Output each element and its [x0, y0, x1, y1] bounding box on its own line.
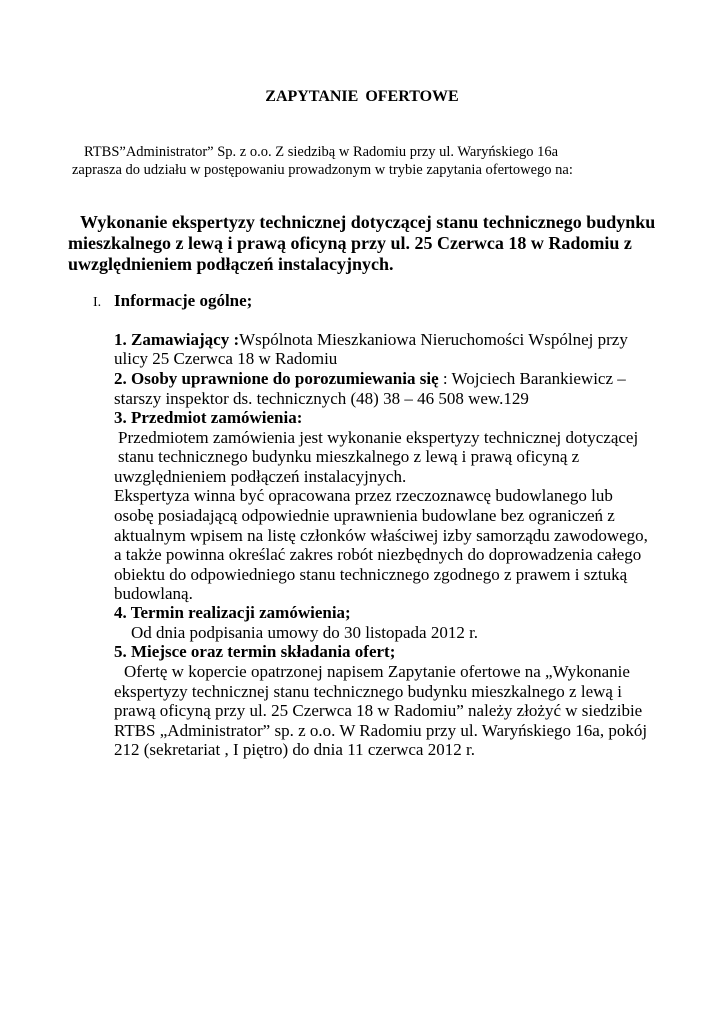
miejsce-line: 212 (sekretariat , I piętro) do dnia 11 czerwca 2012 r. — [114, 740, 475, 759]
przedmiot-line: budowlaną. — [114, 584, 193, 603]
item-osoby-text: : Wojciech Barankiewicz – — [438, 369, 626, 388]
miejsce-line: prawą oficyną przy ul. 25 Czerwca 18 w Radomiu” należy złożyć w siedzibie — [114, 701, 643, 720]
intro-line-1: RTBS”Administrator” Sp. z o.o. Z siedzibą w Radomiu przy ul. Waryńskiego 16a — [84, 144, 559, 160]
przedmiot-line: uwzględnieniem podłączeń instalacyjnych. — [114, 467, 407, 486]
item-termin-text: Od dnia podpisania umowy do 30 listopada 2012 r. — [131, 623, 479, 642]
item-miejsce-label: 5. Miejsce oraz termin składania ofert; — [114, 642, 396, 661]
przedmiot-line: osobę posiadającą odpowiednie uprawnienia budowlane bez ograniczeń z — [114, 506, 615, 525]
item-osoby-label: 2. Osoby uprawnione do porozumiewania się — [114, 369, 439, 388]
section-numeral: I. — [93, 295, 102, 310]
przedmiot-line: Przedmiotem zamówienia jest wykonanie ekspertyzy technicznej dotyczącej — [118, 428, 639, 447]
przedmiot-line: aktualnym wpisem na listę członków właściwej izby samorządu zawodowego, — [114, 526, 648, 545]
item-zamawiajacy-text: Wspólnota Mieszkaniowa Nieruchomości Wspólnej przy — [239, 330, 628, 349]
przedmiot-line: a także powinna określać zakres robót niezbędnych do doprowadzenia całego — [114, 545, 642, 564]
item-przedmiot-label: 3. Przedmiot zamówienia: — [114, 408, 303, 427]
przedmiot-line: Ekspertyza winna być opracowana przez rzeczoznawcę budowlanego lub — [114, 486, 613, 505]
item-zamawiajacy — [114, 330, 628, 350]
item-osoby — [114, 369, 626, 389]
subject-line-3: uwzględnieniem podłączeń instalacyjnych. — [68, 254, 394, 274]
przedmiot-line: stanu technicznego budynku mieszkalnego z lewą i prawą oficyną z — [118, 447, 580, 466]
item-zamawiajacy-cont: ulicy 25 Czerwca 18 w Radomiu — [114, 349, 338, 368]
item-zamawiajacy-label: 1. Zamawiający : — [114, 330, 240, 349]
subject-line-1: Wykonanie ekspertyzy technicznej dotyczącej stanu technicznego budynku — [80, 212, 656, 232]
section-heading: Informacje ogólne; — [114, 291, 253, 310]
przedmiot-line: obiektu do odpowiedniego stanu technicznego zgodnego z prawem i sztuką — [114, 565, 628, 584]
miejsce-line: RTBS „Administrator” sp. z o.o. W Radomiu przy ul. Waryńskiego 16a, pokój — [114, 721, 648, 740]
miejsce-line: Ofertę w kopercie opatrzonej napisem Zapytanie ofertowe na „Wykonanie — [124, 662, 630, 681]
document-title: ZAPYTANIE OFERTOWE — [265, 88, 459, 105]
subject-line-2: mieszkalnego z lewą i prawą oficyną przy ul. 25 Czerwca 18 w Radomiu z — [68, 233, 632, 253]
item-termin-label: 4. Termin realizacji zamówienia; — [114, 603, 351, 622]
miejsce-line: ekspertyzy technicznej stanu technicznego budynku mieszkalnego z lewą i — [114, 682, 622, 701]
item-osoby-cont: starszy inspektor ds. technicznych (48) 38 – 46 508 wew.129 — [114, 389, 529, 408]
intro-line-2: zaprasza do udziału w postępowaniu prowadzonym w trybie zapytania ofertowego na: — [72, 162, 573, 178]
